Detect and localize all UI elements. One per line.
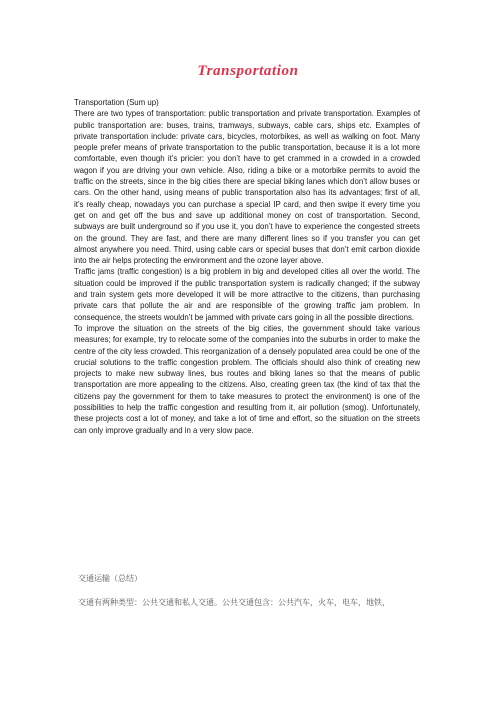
chinese-paragraph-line: 交通有两种类型：公共交通和私人交通。公共交通包含：公共汽车，火车，电车，地铁，: [78, 598, 390, 607]
document-title: Transportation: [197, 63, 299, 79]
english-body: [74, 97, 420, 436]
paragraph-types-of-transportation: There are two types of transportation: public transportation and private transportation. Examples of public transportation are: buses, trains, tramways, subways, cable cars, ships etc. Examples of private transportation include: private cars, bicycles, motorbikes, as well as walking on foot. Many people prefer means of private transportation to the public transportation, because it is a lot more comfortable, even though it’s pricier: you don’t have to get crammed in a crowded in a crowded wagon if you are driving your own vehicle. Also, riding a bike or a motorbike permits to avoid the traffic on the streets, since in the big cities there are special biking lanes which don’t allow buses or cars. On the other hand, using means of public transportation also has its advantages; first of all, it’s really cheap, nowadays you can purchase a special IP card, and then swipe it every time you get on and get off the bus and save up additional money on cost of transportation. Second, subways are built underground so if you use it, you don’t have to experience the congested streets on the ground. They are fast, and there are many different lines so if you transfer you can get almost anywhere you need. Third, using cable cars or special buses that don’t emit carbon dioxide into the air helps protecting the environment and the ozone layer above.: [74, 109, 420, 266]
section-subtitle: Transportation (Sum up): [74, 98, 159, 107]
chinese-heading: 交通运输（总结）: [78, 574, 142, 583]
paragraph-traffic-jams: Traffic jams (traffic congestion) is a big problem in big and developed cities all over the world. The situation could be improved if the public transportation system is radically changed; if the subway and train system gets more developed it will be more attractive to the citizens, than purchasing private cars that pollute the air and are responsible of the growing traffic jam problem. In consequence, the streets wouldn’t be jammed with private cars going in all the possible directions.: [74, 267, 420, 322]
paragraph-improving-situation: To improve the situation on the streets of the big cities, the government should take various measures; for example, try to relocate some of the companies into the suburbs in order to make the centre of the city less crowded. This reorganization of a densely populated area could be one of the crucial solutions to the traffic congestion problem. The officials should also think of creating new projects to make new subway lines, bus routes and biking lanes so that the means of public transportation are more appealing to the citizens. Also, creating green tax (the kind of tax that the citizens pay the government for them to take measures to protect the environment) is one of the possibilities to help the traffic congestion and resulting from it, air pollution (smog). Unfortunately, these projects cost a lot of money, and take a lot of time and effort, so the situation on the streets can only improve gradually and in a very slow pace.: [74, 323, 420, 435]
